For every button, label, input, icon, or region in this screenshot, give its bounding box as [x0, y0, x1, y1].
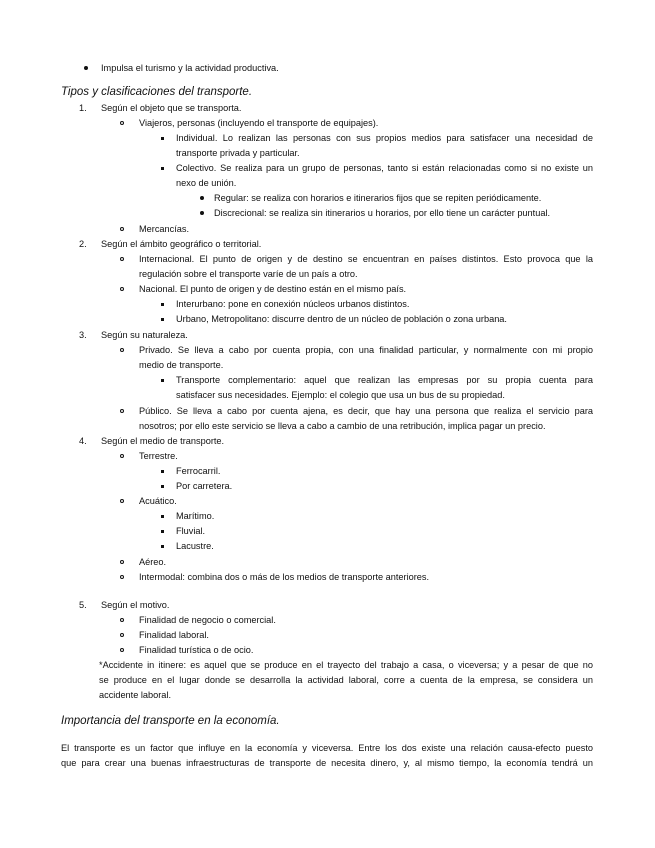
intermodal-item: Intermodal: combina dos o más de los medios de transporte anteriores.	[139, 572, 430, 582]
circle-bullet	[120, 121, 124, 125]
turistica-item: Finalidad turística o de ocio.	[139, 645, 254, 655]
square-bullet	[161, 485, 164, 488]
circle-bullet	[120, 575, 124, 579]
square-bullet	[161, 318, 164, 321]
heading-tipos: Tipos y clasificaciones del transporte.	[61, 86, 253, 98]
maritimo-item: Marítimo.	[176, 511, 215, 521]
discrecional-item: Discrecional: se realiza sin itinerarios u horarios, por ello tiene un carácter puntual.	[214, 208, 551, 218]
note-line-1: *Accidente in itinere: es aquel que se produce en el trayecto del trabajo a casa, o viceversa; y a pesar de que no	[99, 660, 593, 670]
circle-bullet	[120, 287, 124, 291]
privado-line-2: medio de transporte.	[139, 360, 224, 370]
aereo-item: Aéreo.	[139, 557, 167, 567]
ferrocarril-item: Ferrocarril.	[176, 466, 221, 476]
circle-bullet	[120, 257, 124, 261]
circle-bullet	[120, 348, 124, 352]
individual-line-2: transporte privada y particular.	[176, 148, 300, 158]
section-4-title: Según el medio de transporte.	[101, 436, 225, 446]
section-number: 3.	[79, 330, 87, 340]
colectivo-line-1: Colectivo. Se realiza para un grupo de personas, tanto si están relacionadas como si no existe un	[176, 163, 593, 173]
acuatico-item: Acuático.	[139, 496, 177, 506]
complementario-line-2: satisfacer sus necesidades. Ejemplo: el colegio que usa un bus de su propiedad.	[176, 390, 505, 400]
square-bullet	[161, 137, 164, 140]
circle-bullet	[120, 648, 124, 652]
heading-importancia: Importancia del transporte en la economía.	[61, 715, 280, 727]
circle-bullet	[120, 454, 124, 458]
publico-line-1: Público. Se lleva a cabo por cuenta ajena, es decir, que hay una persona que realiza el servicio para	[139, 406, 593, 416]
circle-bullet	[120, 633, 124, 637]
bullet-dot	[84, 66, 88, 70]
section-number: 1.	[79, 103, 87, 113]
section-number: 5.	[79, 600, 87, 610]
section-number: 2.	[79, 239, 87, 249]
circle-bullet	[120, 618, 124, 622]
complementario-line-1: Transporte complementario: aquel que realizan las empresas por su propia cuenta para	[176, 375, 593, 385]
bullet-dot	[200, 211, 204, 215]
fluvial-item: Fluvial.	[176, 526, 206, 536]
terrestre-item: Terrestre.	[139, 451, 178, 461]
circle-bullet	[120, 227, 124, 231]
note-line-3: accidente laboral.	[99, 690, 172, 700]
interurbano-item: Interurbano: pone en conexión núcleos urbanos distintos.	[176, 299, 410, 309]
square-bullet	[161, 545, 164, 548]
regular-item: Regular: se realiza con horarios e itinerarios fijos que se repiten periódicamente.	[214, 193, 542, 203]
bullet-dot	[200, 196, 204, 200]
section-1-title: Según el objeto que se transporta.	[101, 103, 242, 113]
paragraph-line-2: que para crear una buenas infraestructuras de transporte de necesita dinero, y, al mismo tiempo, la economía tendrá un	[61, 758, 593, 768]
square-bullet	[161, 379, 164, 382]
carretera-item: Por carretera.	[176, 481, 233, 491]
square-bullet	[161, 470, 164, 473]
internacional-line-2: regulación sobre el transporte varíe de un país a otro.	[139, 269, 358, 279]
urbano-item: Urbano, Metropolitano: discurre dentro de un núcleo de población o zona urbana.	[176, 314, 507, 324]
note-line-2: se produce en el lugar donde se desarrolla la actividad laboral, corre a cuenta de la empresa, se considera un	[99, 675, 593, 685]
square-bullet	[161, 303, 164, 306]
negocio-item: Finalidad de negocio o comercial.	[139, 615, 276, 625]
paragraph-line-1: El transporte es un factor que influye en la economía y viceversa. Entre los dos existe una relación causa-efecto puesto	[61, 743, 593, 753]
colectivo-line-2: nexo de unión.	[176, 178, 237, 188]
square-bullet	[161, 167, 164, 170]
circle-bullet	[120, 560, 124, 564]
section-number: 4.	[79, 436, 87, 446]
section-5-title: Según el motivo.	[101, 600, 170, 610]
privado-line-1: Privado. Se lleva a cabo por cuenta propia, con una finalidad particular, y normalmente con mi propio	[139, 345, 593, 355]
intro-bullet-text: Impulsa el turismo y la actividad productiva.	[101, 63, 279, 73]
mercancias-item: Mercancías.	[139, 224, 190, 234]
laboral-item: Finalidad laboral.	[139, 630, 209, 640]
circle-bullet	[120, 499, 124, 503]
square-bullet	[161, 515, 164, 518]
individual-line-1: Individual. Lo realizan las personas con sus propios medios para satisfacer una necesidad de	[176, 133, 593, 143]
section-2-title: Según el ámbito geográfico o territorial.	[101, 239, 262, 249]
viajeros-item: Viajeros, personas (incluyendo el transporte de equipajes).	[139, 118, 379, 128]
internacional-line-1: Internacional. El punto de origen y de destino se encuentran en países distintos. Esto provoca que la	[139, 254, 593, 264]
nacional-item: Nacional. El punto de origen y de destino están en el mismo país.	[139, 284, 407, 294]
square-bullet	[161, 530, 164, 533]
section-3-title: Según su naturaleza.	[101, 330, 188, 340]
lacustre-item: Lacustre.	[176, 541, 214, 551]
publico-line-2: nosotros; por ello este servicio se lleva a cabo a cambio de una retribución, implica pagar un precio.	[139, 421, 546, 431]
circle-bullet	[120, 409, 124, 413]
